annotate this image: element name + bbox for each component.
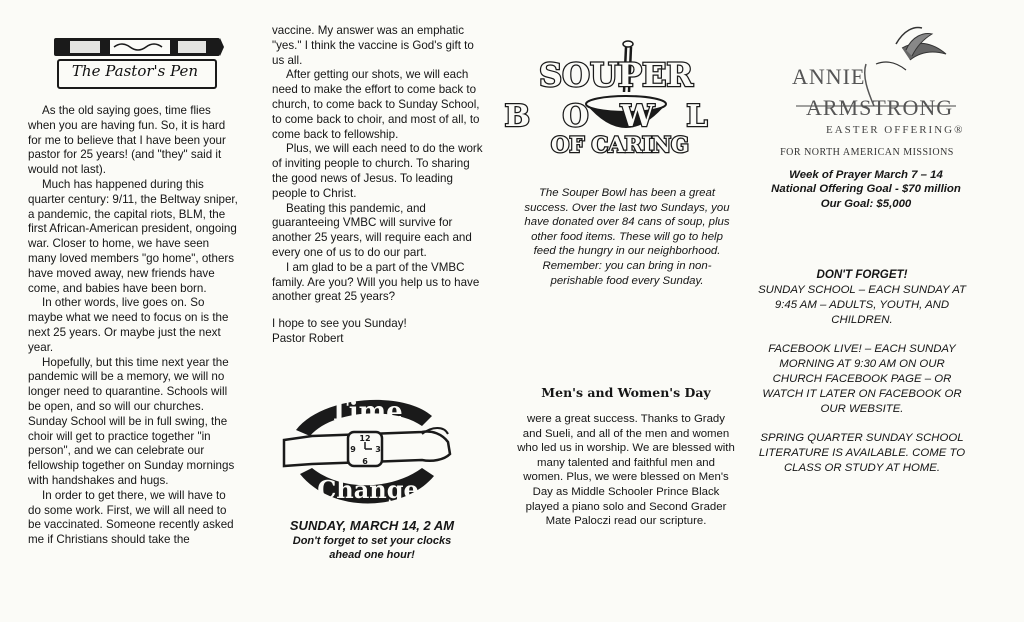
time-change-graphic [282, 390, 452, 516]
reminder-sunday-school: SUNDAY SCHOOL – EACH SUNDAY AT 9:45 AM – ADULTS, YOUTH, AND CHILDREN. [758, 283, 966, 326]
reminders-section [756, 268, 968, 476]
pastors-pen-paragraph: In other words, live goes on. So maybe what we need to focus on is the next 25 years. Or maybe just the next year. [28, 296, 229, 354]
mens-womens-day-section [516, 372, 736, 529]
our-goal: Our Goal: $5,000 [820, 197, 912, 210]
pastors-pen-paragraph: Hopefully, but this time next year the pandemic will be a memory, we will no longer need to quarantine. Schools will be open, and so will our churches. Sunday School will be in full swing, the choir will get to practice together "in person", and we can celebrate our fellowship together on Sunday mornings with handshakes and hugs. [28, 355, 235, 487]
mens-womens-day-text: were a great success. Thanks to Grady and Sueli, and all of the men and women who led us in worship. We are blessed with many talented and faithful men and women. Plus, we were blessed on Men's Day as Middle Schooler Prince Black played a piano solo and Second Grader Mate Paloczi read our scripture. [517, 413, 735, 528]
annie-logo-line2: ARMSTRONG [806, 95, 954, 120]
annie-logo-line4: FOR NORTH AMERICAN MISSIONS [780, 147, 954, 158]
national-offering-goal: National Offering Goal - $70 million [771, 183, 961, 196]
annie-armstrong-goals [756, 168, 976, 211]
pastors-pen-closing: I hope to see you Sunday! [272, 317, 407, 331]
annie-logo-line1: ANNIE [792, 64, 866, 89]
pastors-pen-paragraph: vaccine. My answer was an emphatic "yes." I think the vaccine is God's gift to us all. [272, 24, 474, 67]
souper-logo-line1: SOUPER [539, 56, 693, 94]
clock-numeral-3: 3 [375, 445, 381, 454]
reminder-literature: SPRING QUARTER SUNDAY SCHOOL LITERATURE IS AVAILABLE. COME TO CLASS OR STUDY AT HOME. [758, 431, 966, 474]
clock-numeral-12: 12 [359, 434, 371, 443]
pastors-pen-paragraph: Plus, we will each need to do the work of inviting people to church. To sharing the good news of Jesus. To leading people to Christ. [272, 142, 483, 200]
pastors-pen-paragraph: After getting our shots, we will each need to make the effort to come back to church, to come back to Sunday School, to come back to choir, and most of all, to come back to fellowship. [272, 68, 480, 141]
reminder-facebook-live: FACEBOOK LIVE! – EACH SUNDAY MORNING AT 9:30 AM ON OUR CHURCH FACEBOOK PAGE – OR WATCH IT LATER ON FACEBOOK OR OUR WEBSITE. [762, 342, 962, 415]
souper-logo-line2: BOWL [504, 99, 740, 134]
pastors-pen-paragraph: As the old saying goes, time flies when you are having fun. So, it is hard for me to believe that I have been your pastor for 25 years! (and "they" said it would not last). [28, 104, 226, 177]
mens-womens-day-title: Men's and Women's Day [541, 384, 711, 400]
pastors-pen-paragraph: In order to get there, we will have to do some work. First, we will all need to be vaccinated. Someone recently asked me if Christians should take the [28, 488, 234, 547]
souper-bowl-text: The Souper Bowl has been a great success. Over the last two Sundays, you have donated over 84 cans of soup, plus other food items. These will go to help feed the hungry in our neighborhood. Remember: you can bring in non-perishable food every Sunday. [524, 187, 730, 287]
clock-numeral-6: 6 [362, 457, 368, 466]
pastors-pen-paragraph: I am glad to be a part of the VMBC family. Are you? Will you help us to have another great 25 years? [272, 260, 480, 304]
time-change-date: SUNDAY, MARCH 14, 2 AM [289, 518, 455, 533]
pastors-pen-paragraph: Beating this pandemic, and guaranteeing VMBC will survive for another 25 years, will require each and every one of us to do our part. [272, 201, 472, 259]
souper-bowl-column [522, 186, 732, 288]
pastors-pen-signature: Pastor Robert [272, 331, 344, 345]
week-of-prayer: Week of Prayer March 7 – 14 [789, 169, 943, 181]
souper-logo-line3: OF CARING [551, 132, 689, 157]
clock-numeral-9: 9 [350, 445, 356, 454]
time-change-text [272, 519, 472, 562]
reminders-title: DON'T FORGET! [816, 268, 908, 281]
pastors-pen-column [28, 104, 240, 548]
annie-logo-line3: EASTER OFFERING® [826, 124, 965, 136]
pastors-pen-continued-column [272, 24, 484, 347]
time-change-logo-word1: Time [329, 397, 403, 427]
pastors-pen-paragraph: Much has happened during this quarter century: 9/11, the Beltway sniper, a pandemic, the capital riots, BLM, the first African-American president, ongoing war. Closer to home, we have seen many loved members "go home", others have moved away, new friends have come, and babies have been born. [28, 177, 238, 295]
pastors-pen-title: The Pastor's Pen [71, 62, 199, 80]
souper-bowl-logo [504, 40, 740, 160]
time-change-note: Don't forget to set your clocks ahead one hour! [292, 534, 452, 561]
time-change-logo-word2: Change [317, 475, 419, 504]
